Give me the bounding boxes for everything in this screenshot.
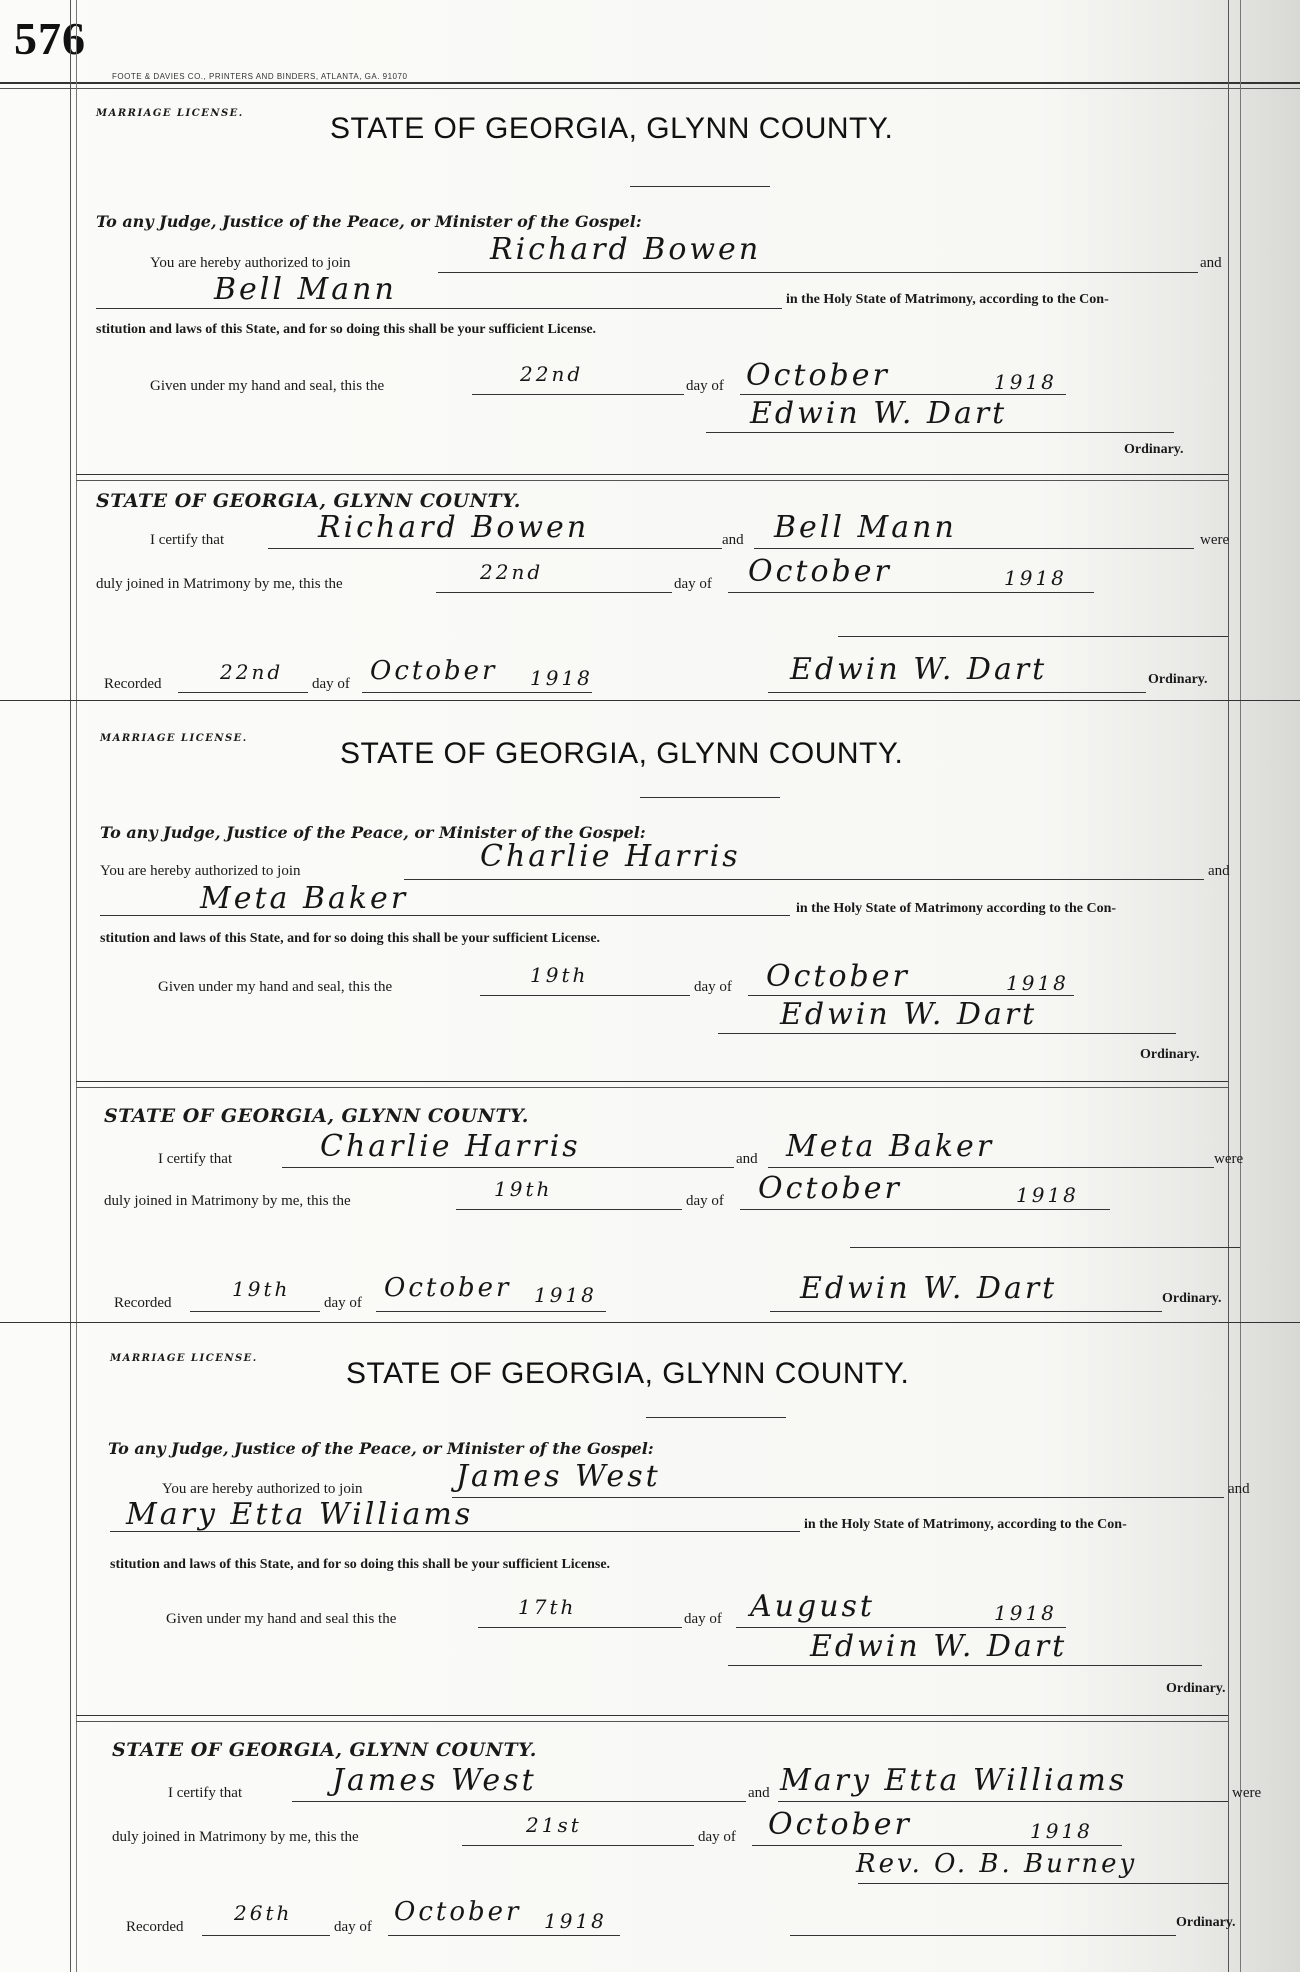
were-text: were (1214, 1151, 1244, 1167)
addressee: To any Judge, Justice of the Peace, or Minister of the Gospel: (100, 823, 646, 842)
cert-and-text: and (736, 1151, 758, 1167)
ordinary-signature: Edwin W. Dart (810, 1629, 1068, 1664)
recorded-signature: Edwin W. Dart (790, 652, 1048, 687)
recorded-day: 19th (232, 1277, 291, 1301)
recorded-signature: Edwin W. Dart (800, 1271, 1058, 1306)
and-text: and (1228, 1481, 1250, 1497)
cert-month: October (758, 1171, 902, 1206)
given-text: Given under my hand and seal, this the (150, 378, 385, 394)
recorded-day-of-text: day of (312, 676, 350, 692)
certify-text: I certify that (150, 532, 225, 548)
recorded-sign-line (770, 1311, 1162, 1312)
cert-day-of-text: day of (698, 1829, 736, 1845)
authorized-text: You are hereby authorized to join (100, 863, 301, 879)
bride-line (96, 308, 782, 309)
license-label: MARRIAGE LICENSE. (110, 1353, 258, 1364)
cert-month-line (728, 592, 1094, 593)
matrimony-text: in the Holy State of Matrimony according to the Con- (796, 901, 1117, 916)
ordinary-label: Ordinary. (1166, 1681, 1226, 1696)
groom-line (404, 879, 1204, 880)
joined-text: duly joined in Matrimony by me, this the (104, 1193, 351, 1209)
recorded-day-of-text: day of (334, 1919, 372, 1935)
constitution-text: stitution and laws of this State, and for so doing this shall be your sufficient License. (110, 1557, 611, 1572)
recorded-year: 1918 (534, 1283, 597, 1307)
given-year: 1918 (994, 1601, 1057, 1625)
section-rule (76, 1715, 1228, 1716)
recorded-text: Recorded (126, 1919, 184, 1935)
given-day: 22nd (520, 362, 584, 386)
recorded-year: 1918 (530, 666, 593, 690)
matrimony-text: in the Holy State of Matrimony, according to the Con- (786, 292, 1109, 307)
joined-text: duly joined in Matrimony by me, this the (96, 576, 343, 592)
given-day: 19th (530, 963, 589, 987)
section-rule-thin (76, 1087, 1228, 1088)
cert-bride-line (778, 1801, 1228, 1802)
given-month-line (748, 995, 1074, 996)
given-month-line (740, 394, 1066, 395)
cert-day-of-text: day of (674, 576, 712, 592)
groom-line (438, 272, 1198, 273)
groom-name: James West (456, 1459, 661, 1494)
recorded-ordinary-label: Ordinary. (1148, 672, 1208, 687)
cert-and-text: and (748, 1785, 770, 1801)
officiant-sign-line (858, 1883, 1228, 1884)
cert-day-of-text: day of (686, 1193, 724, 1209)
ordinary-signature: Edwin W. Dart (780, 997, 1038, 1032)
recorded-day: 26th (234, 1901, 293, 1925)
cert-groom: James West (332, 1763, 537, 1798)
record-separator-2 (0, 1322, 1300, 1323)
section-rule (76, 474, 1228, 475)
recorded-sign-line (790, 1935, 1176, 1936)
recorded-text: Recorded (114, 1295, 172, 1311)
ordinary-sign-line (728, 1665, 1202, 1666)
and-text: and (1208, 863, 1230, 879)
were-text: were (1232, 1785, 1262, 1801)
recorded-day-of-text: day of (324, 1295, 362, 1311)
certificate-title: STATE OF GEORGIA, GLYNN COUNTY. (104, 1105, 529, 1127)
recorded-month: October (370, 656, 498, 686)
recorded-month-line (376, 1311, 606, 1312)
and-text: and (1200, 255, 1222, 271)
officiant-sign-line (838, 636, 1228, 637)
license-label: MARRIAGE LICENSE. (96, 108, 244, 119)
cert-year: 1918 (1016, 1183, 1079, 1207)
authorized-text: You are hereby authorized to join (162, 1481, 363, 1497)
bride-name: Mary Etta Williams (126, 1497, 474, 1532)
ordinary-sign-line (706, 432, 1174, 433)
top-rule-thin (0, 88, 1300, 89)
groom-line (452, 1497, 1224, 1498)
matrimony-text: in the Holy State of Matrimony, according to the Con- (804, 1517, 1127, 1532)
given-day-line (480, 995, 690, 996)
given-month: October (766, 959, 910, 994)
day-of-text: day of (694, 979, 732, 995)
bride-name: Meta Baker (200, 881, 409, 916)
marriage-record-3 (0, 1335, 1300, 1955)
cert-bride: Bell Mann (774, 510, 957, 545)
ordinary-label: Ordinary. (1140, 1047, 1200, 1062)
given-year: 1918 (1006, 971, 1069, 995)
authorized-text: You are hereby authorized to join (150, 255, 351, 271)
cert-groom-line (268, 548, 722, 549)
cert-bride-line (768, 1167, 1214, 1168)
given-day: 17th (518, 1595, 577, 1619)
marriage-record-2 (0, 715, 1300, 1325)
page-number: 576 (14, 13, 86, 64)
recorded-day-line (202, 1935, 330, 1936)
cert-day: 22nd (480, 560, 544, 584)
recorded-day-line (178, 692, 308, 693)
section-rule-thin (76, 480, 1228, 481)
cert-bride: Mary Etta Williams (780, 1763, 1128, 1798)
cert-month: October (748, 554, 892, 589)
cert-day-line (436, 592, 672, 593)
title-rule (630, 186, 770, 187)
license-title: STATE OF GEORGIA, GLYNN COUNTY. (340, 737, 904, 770)
recorded-month: October (394, 1897, 522, 1927)
certificate-title: STATE OF GEORGIA, GLYNN COUNTY. (96, 490, 521, 512)
section-rule-thin (76, 1721, 1228, 1722)
recorded-sign-line (768, 692, 1146, 693)
recorded-day: 22nd (220, 660, 284, 684)
cert-year: 1918 (1004, 566, 1067, 590)
cert-and-text: and (722, 532, 744, 548)
given-month-line (736, 1627, 1066, 1628)
cert-month-line (752, 1845, 1122, 1846)
cert-year: 1918 (1030, 1819, 1093, 1843)
officiant-signature: Rev. O. B. Burney (856, 1849, 1138, 1879)
cert-groom-line (282, 1167, 734, 1168)
constitution-text: stitution and laws of this State, and for so doing this shall be your sufficient License. (100, 931, 601, 946)
cert-groom: Charlie Harris (320, 1129, 581, 1164)
given-year: 1918 (994, 370, 1057, 394)
officiant-sign-line (850, 1247, 1240, 1248)
addressee: To any Judge, Justice of the Peace, or Minister of the Gospel: (108, 1439, 654, 1458)
license-label: MARRIAGE LICENSE. (100, 733, 248, 744)
ordinary-signature: Edwin W. Dart (750, 396, 1008, 431)
record-separator-1 (0, 700, 1300, 701)
addressee: To any Judge, Justice of the Peace, or Minister of the Gospel: (96, 212, 642, 231)
recorded-ordinary-label: Ordinary. (1176, 1915, 1236, 1930)
cert-groom-line (292, 1801, 746, 1802)
cert-bride: Meta Baker (786, 1129, 995, 1164)
section-rule (76, 1081, 1228, 1082)
certificate-title: STATE OF GEORGIA, GLYNN COUNTY. (112, 1739, 537, 1761)
cert-groom: Richard Bowen (318, 510, 590, 545)
given-text: Given under my hand and seal, this the (158, 979, 393, 995)
title-rule (646, 1417, 786, 1418)
constitution-text: stitution and laws of this State, and for so doing this shall be your sufficient License. (96, 322, 597, 337)
day-of-text: day of (684, 1611, 722, 1627)
cert-month-line (740, 1209, 1110, 1210)
cert-day-line (456, 1209, 682, 1210)
cert-bride-line (754, 548, 1194, 549)
bride-name: Bell Mann (214, 272, 397, 307)
groom-name: Charlie Harris (480, 839, 741, 874)
ordinary-sign-line (718, 1033, 1176, 1034)
joined-text: duly joined in Matrimony by me, this the (112, 1829, 359, 1845)
certify-text: I certify that (168, 1785, 243, 1801)
printer-imprint: FOOTE & DAVIES CO., PRINTERS AND BINDERS, ATLANTA, GA. 91070 (112, 72, 408, 81)
license-title: STATE OF GEORGIA, GLYNN COUNTY. (346, 1357, 910, 1390)
recorded-ordinary-label: Ordinary. (1162, 1291, 1222, 1306)
title-rule (640, 797, 780, 798)
given-month: October (746, 358, 890, 393)
given-text: Given under my hand and seal this the (166, 1611, 397, 1627)
recorded-month-line (388, 1935, 620, 1936)
given-day-line (478, 1627, 682, 1628)
cert-day: 19th (494, 1177, 553, 1201)
cert-month: October (768, 1807, 912, 1842)
top-rule (0, 82, 1300, 84)
marriage-record-1 (0, 100, 1300, 700)
groom-name: Richard Bowen (490, 232, 762, 267)
recorded-day-line (190, 1311, 320, 1312)
cert-day: 21st (526, 1813, 582, 1837)
license-title: STATE OF GEORGIA, GLYNN COUNTY. (330, 112, 894, 145)
cert-day-line (462, 1845, 694, 1846)
recorded-text: Recorded (104, 676, 162, 692)
certify-text: I certify that (158, 1151, 233, 1167)
given-month: August (750, 1589, 875, 1624)
were-text: were (1200, 532, 1230, 548)
day-of-text: day of (686, 378, 724, 394)
given-day-line (472, 394, 684, 395)
recorded-month: October (384, 1273, 512, 1303)
recorded-month-line (362, 692, 592, 693)
recorded-year: 1918 (544, 1909, 607, 1933)
ordinary-label: Ordinary. (1124, 442, 1184, 457)
